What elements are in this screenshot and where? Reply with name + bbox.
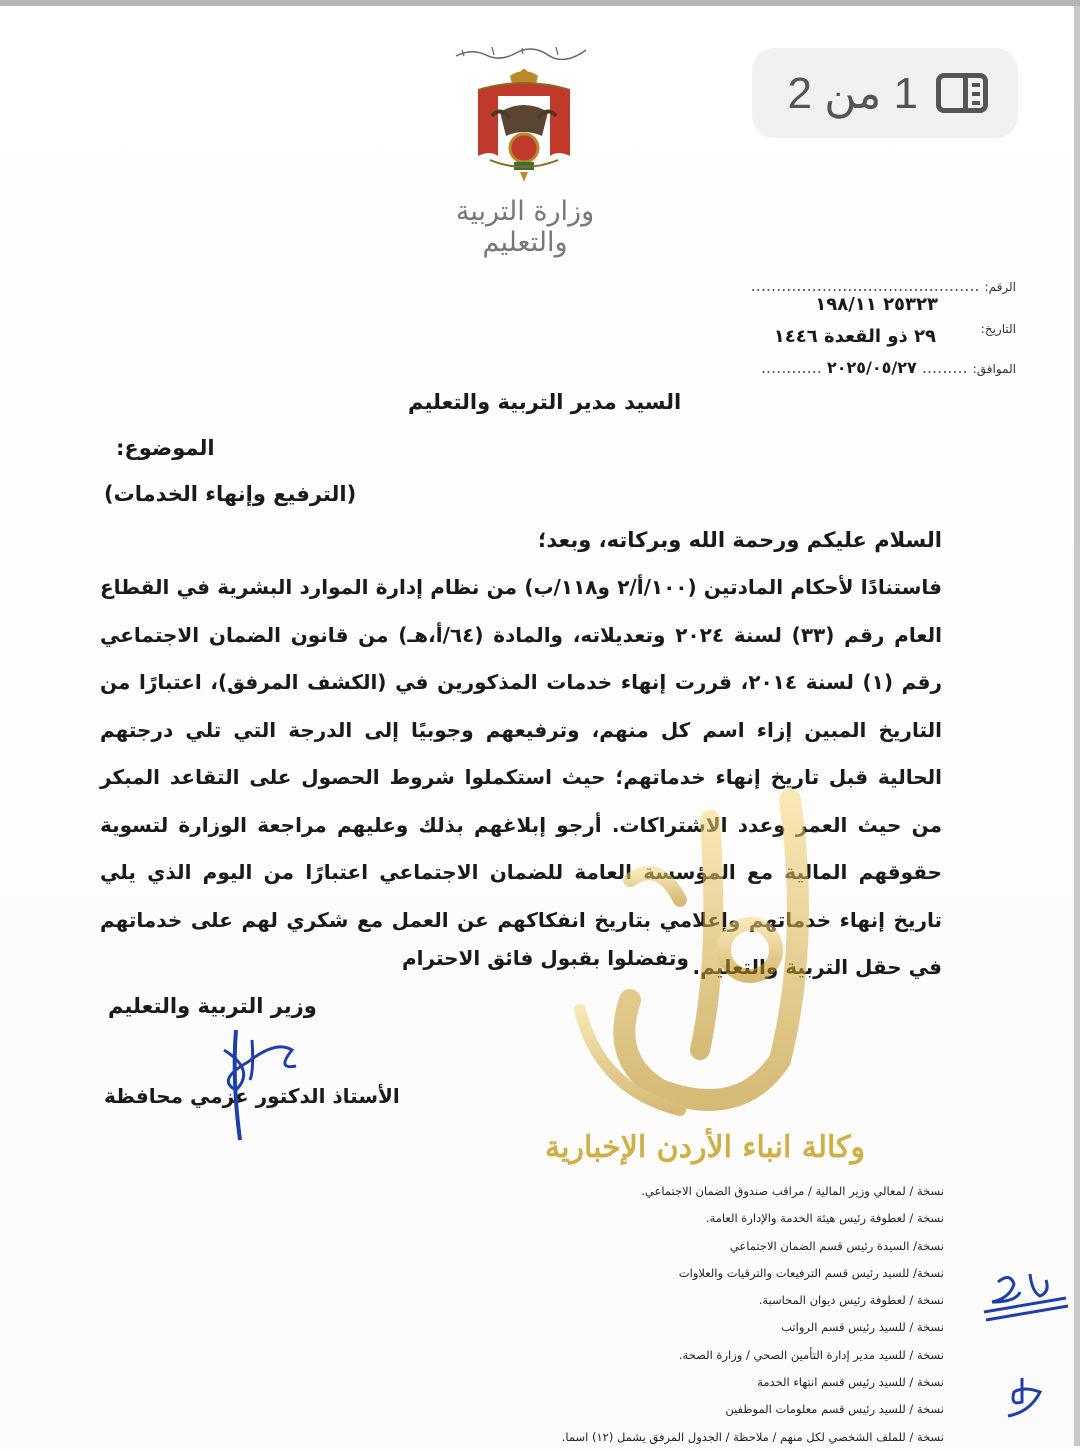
number-label: الرقم: [984, 280, 1016, 294]
minister-signature-icon [196, 1010, 316, 1150]
handwritten-initial-icon [980, 1268, 1072, 1330]
sidebar-toggle-icon[interactable] [936, 73, 988, 113]
cc-item: نسخة/ للسيد رئيس قسم الترفيعات والترقيات والعلاوات [678, 1265, 944, 1280]
number-value: ٢٥٣٢٣ ١٩٨/١١ [815, 294, 938, 315]
subject-title: (الترفيع وإنهاء الخدمات) [104, 482, 357, 506]
handwritten-mark-icon [1000, 1372, 1056, 1422]
letter-body: فاستنادًا لأحكام المادتين (١٠٠/أ/٢ و١١٨/ب) من نظام إدارة الموارد البشرية في القطاع العام رقم (٣٣) لسنة ٢٠٢٤ وتعديلاته، والمادة (٦٤/أ،هـ) من قانون الضمان الاجتماعي رقم (١) لسنة ٢٠١٤، قررت إنهاء خدمات المذكورين في (الكشف المرفق)، اعتبارًا من التاريخ المبين إزاء اسم كل منهم، وترفيعهم وجوبيًا إلى الدرجة التي تلي درجتهم الحالية قبل تاريخ إنهاء خدماتهم؛ حيث استكملوا شروط الحصول على التقاعد المبكر من حيث العمر وعدد الاشتراكات. أرجو إبلاغهم بذلك وعليهم مراجعة الوزارة لتسوية حقوقهم المالية مع المؤسسة العامة للضمان الاجتماعي اعتبارًا من اليوم الذي يلي تاريخ إنهاء خدماتهم وإعلامي بتاريخ انفكاكهم عن العمل مع شكري لهم على خدماتهم في حقل التربية والتعليم. [100, 575, 942, 979]
date-value: ٢٩ ذو القعدة ١٤٤٦ [773, 326, 936, 347]
meta-corresponding-row: الموافق: ......... ٢٠٢٥/٠٥/٢٧ ............ [760, 358, 1016, 377]
signatory-title: وزير التربية والتعليم [108, 994, 317, 1018]
corresponding-value: ٢٠٢٥/٠٥/٢٧ [826, 358, 917, 377]
page-top-edge [0, 0, 1080, 6]
cc-item: نسخة/ السيدة رئيس قسم الضمان الاجتماعي [729, 1238, 944, 1253]
page-indicator-text: 1 من 2 [787, 68, 918, 118]
cc-item: نسخة / للسيد رئيس قسم الرواتب [781, 1320, 944, 1335]
cc-item: نسخة / للسيد رئيس قسم معلومات الموظفين [725, 1402, 944, 1417]
jordan-coat-of-arms-icon [470, 66, 578, 186]
addressee: السيد مدير التربية والتعليم [408, 390, 682, 414]
subject-label: الموضوع: [116, 436, 215, 460]
watermark-caption: وكالة انباء الأردن الإخبارية [545, 1130, 865, 1165]
greeting: السلام عليكم ورحمة الله وبركاته، وبعد؛ [537, 528, 942, 552]
date-label: التاريخ: [980, 322, 1016, 336]
corresponding-label: الموافق: [972, 362, 1016, 376]
cc-list [384, 1178, 944, 1451]
basmala-calligraphy-icon [452, 44, 590, 60]
closing-line: وتفضلوا بقبول فائق الاحترام [402, 946, 689, 970]
cc-item: نسخة / لعطوفة رئيس هيئة الخدمة والإدارة العامة. [705, 1211, 944, 1226]
cc-item: نسخة / للسيد رئيس قسم انتهاء الخدمة [757, 1375, 944, 1390]
cc-item: نسخة / لمعالي وزير المالية / مراقب صندوق الضمان الاجتماعي. [641, 1184, 944, 1198]
cc-item: نسخة / للملف الشخصي لكل منهم / ملاحظة / الجدول المرفق يشمل (١٢) اسما. [561, 1429, 944, 1444]
al-anbat-logo-icon [540, 760, 870, 1190]
ministry-name: وزارة التربية والتعليم [455, 196, 595, 258]
meta-number-row: الرقم: ............................................. [750, 276, 1016, 295]
page-indicator[interactable] [752, 48, 1018, 138]
cc-item: نسخة / لعطوفة رئيس ديوان المحاسبة. [758, 1293, 944, 1308]
signatory-name: الأستاذ الدكتور عزمي محافظة [104, 1084, 400, 1108]
cc-item: نسخة / للسيد مدير إدارة التأمين الصحي / وزارة الصحة. [678, 1347, 944, 1362]
meta-date-row [981, 318, 1016, 337]
